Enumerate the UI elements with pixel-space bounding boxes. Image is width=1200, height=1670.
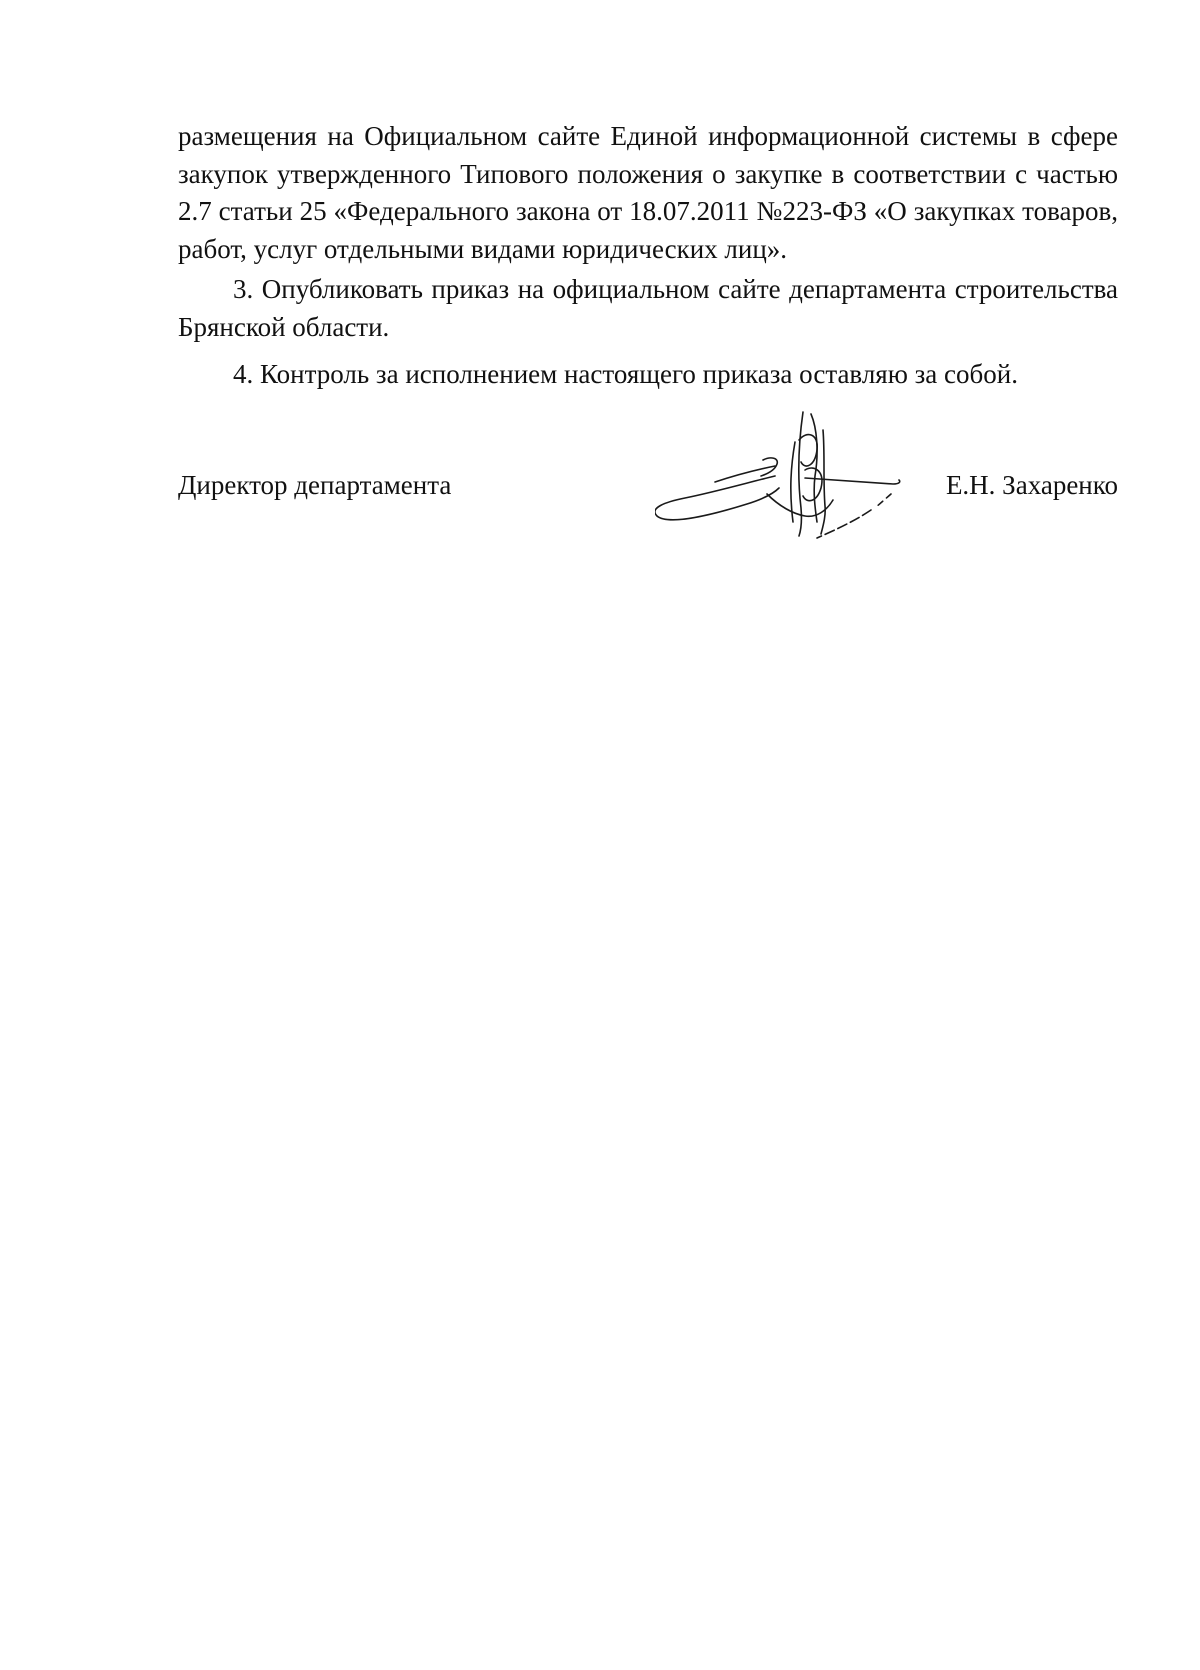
signatory-position: Директор департамента [178,470,452,500]
paragraph-item-4: 4. Контроль за исполнением настоящего приказа оставляю за собой. [233,359,1018,389]
handwritten-signature-icon [655,410,915,560]
paragraph-item-3: 3. Опубликовать приказ на официальном сайте департамента строительства Брянской области. [178,274,1118,342]
signatory-name: Е.Н. Захаренко [945,470,1118,500]
paragraph-continuation: размещения на Официальном сайте Единой информационной системы в сфере закупок утвержденного Типового положения о закупке в соответствии с частью 2.7 статьи 25 «Федерального закона от 18.07.2011 №223-ФЗ «О закупках товаров, работ, услуг отдельными видами юридических лиц». [178,121,1118,264]
document-body [178,118,1118,394]
